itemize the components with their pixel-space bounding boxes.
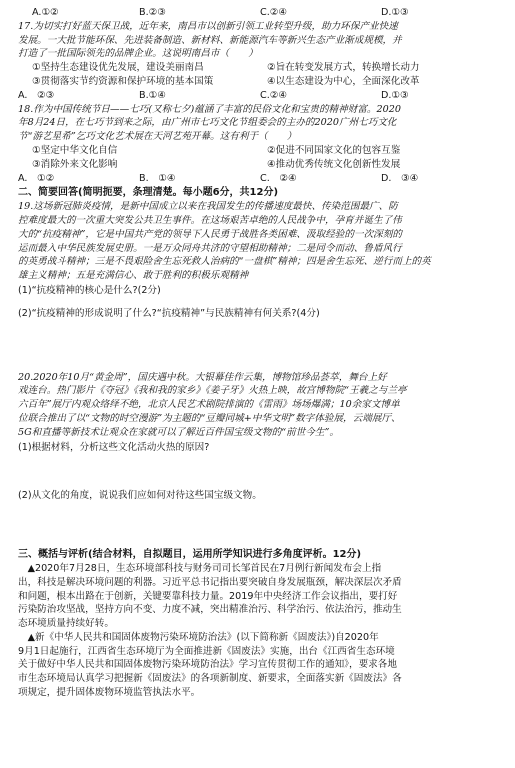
- question-17: [18, 20, 502, 61]
- material-line: 项规定，提升固体废物环境监管执法水平。: [18, 687, 201, 699]
- q18-answer-d: D. ③④: [381, 172, 419, 184]
- q19-line: 的英勇战斗精神；三是不畏艰险舍生忘死救人治病的“一盘棋”精神；四是舍生忘死、逆行而上的英: [18, 256, 431, 268]
- material-line: ▲新《中华人民共和国固体废物污染环境防治法》(以下简称新《固废法》)自2020年: [18, 631, 379, 643]
- q20-line: 5G和直播等新技术让观众在家就可以了解近百件国宝级文物的“前世今生”。: [18, 426, 339, 438]
- answer-space: [18, 503, 502, 547]
- q18-answers: [18, 172, 502, 186]
- material-line: 出，科技是解决环境问题的利器。习近平总书记指出要突破自身发展瓶颈，解决深层次矛盾: [18, 576, 402, 588]
- section-2-heading: 二、简要回答(简明扼要，条理清楚。每小题6分，共12分): [18, 187, 279, 199]
- q17-options-row: [18, 75, 502, 89]
- material-line: 态环境质量持续好转。: [18, 618, 114, 630]
- q20-line: 位联合推出了以“文物的时空漫游”为主题的“豆瓣同城+中华文明”数字体验展，云端展厅、: [18, 412, 401, 424]
- question-19: [18, 200, 502, 283]
- section-3-material-2: [18, 631, 502, 700]
- q20-subquestion-1: (1)根据材料，分析这些文化活动火热的原因?: [18, 441, 210, 453]
- material-line: ▲2020年7月28日，生态环境部科技与财务司司长邹首民在7月例行新闻发布会上指: [18, 562, 382, 574]
- q16-options: [18, 6, 502, 20]
- q19-line: 19.这场新冠肺炎疫情，是新中国成立以来在我国发生的传播速度最快、传染范围最广、防: [18, 201, 398, 213]
- q18-options-row: [18, 144, 502, 158]
- q19-line: 大的“抗疫精神”，它是中国共产党的领导下人民勇于战胜各类困难、汲取经验的一次深刻的: [18, 228, 402, 240]
- q17-line: 17.为切实打好蓝天保卫战，近年来，南昌市以创新引领工业转型升级，助力环保产业快速: [18, 20, 398, 32]
- q17-answer-a: A. ②③: [18, 89, 55, 101]
- q16-option-c: C.②④: [260, 7, 287, 18]
- q16-option-b: B.②③: [139, 7, 166, 18]
- question-20: [18, 371, 502, 440]
- material-line: 和问题，根本出路在于创新，关键要靠科技力量。2019年中央经济工作会议指出，要打好: [18, 590, 398, 602]
- q17-answers: [18, 89, 502, 103]
- exam-page: [18, 6, 502, 700]
- answer-space: [18, 321, 502, 371]
- q18-statement-2: ②促进不同国家文化的包容互鉴: [267, 144, 401, 156]
- q19-subquestion-1: (1)“抗疫精神的核心是什么?(2分): [18, 284, 161, 296]
- q17-answer-c: C.②④: [260, 89, 287, 101]
- material-line: 9月1日起施行，江西省生态环境厅为全面推进新《固废法》实施，出台《江西省生态环境: [18, 645, 395, 657]
- q20-line: 戏连台。热门影片《夺冠》《我和我的家乡》《姜子牙》火热上映，故宫博物院“王羲之与兰亭: [18, 385, 407, 397]
- q17-answer-d: D.①③: [381, 89, 409, 101]
- q17-statement-2: ②旨在转变发展方式，转换增长动力: [267, 62, 420, 74]
- q16-option-d: D.①③: [381, 7, 409, 18]
- q18-line: 18.作为中国传统节日——七巧(又称七夕)蕴涵了丰富的民俗文化和宝贵的精神财富。2020: [18, 103, 401, 115]
- q19-line: 雄主义精神；五是充满信心、敢于胜利的积极乐观精神: [18, 270, 249, 282]
- q18-statement-3: ③消除外来文化影响: [32, 158, 118, 170]
- section-3-heading: 三、概括与评析(结合材料，自拟题目，运用所学知识进行多角度评析。12分): [18, 549, 362, 561]
- q17-statement-1: ①坚持生态建设优先发展，建设美丽南昌: [32, 62, 204, 74]
- material-line: 关于做好中华人民共和国固体废物污染环境防治法》学习宣传贯彻工作的通知》，要求各地: [18, 659, 397, 671]
- q17-statement-3: ③贯彻落实节约资源和保护环境的基本国策: [32, 75, 214, 87]
- q17-line: 发展。一大批节能环保、先进装备制造、新材料、新能源汽车等新兴生态产业渐成规模，并: [18, 34, 402, 46]
- material-line: 污染防治攻坚战，坚持方向不变、力度不减，突出精准治污、科学治污、依法治污，推动生: [18, 604, 402, 616]
- q18-answer-c: C. ②④: [260, 172, 297, 184]
- section-3-material-1: [18, 562, 502, 631]
- q20-subquestion-2: (2)从文化的角度，说说我们应如何对待这些国宝级文物。: [18, 490, 262, 502]
- q17-statement-4: ④以生态建设为中心，全面深化改革: [267, 75, 420, 87]
- q17-options-row: [18, 61, 502, 75]
- q17-answer-b: B.①④: [139, 89, 166, 101]
- q19-subquestion-2: (2)“抗疫精神的形成说明了什么?“抗疫精神”与民族精神有何关系?(4分): [18, 307, 320, 319]
- material-line: 市生态环境局认真学习把握新《固废法》的各项新制度、新要求，全面落实新《固废法》各: [18, 673, 402, 685]
- q18-statement-1: ①坚定中华文化自信: [32, 144, 118, 156]
- q18-line: 节“游艺星希”乞巧文化艺术展在天河艺苑开幕。这有利于（ ）: [18, 131, 297, 143]
- q19-line: 控难度最大的一次重大突发公共卫生事件。在这场艰苦卓绝的人民战争中，孕育并诞生了伟: [18, 214, 402, 226]
- q18-answer-b: B. ①④: [139, 172, 176, 184]
- q20-line: 20.2020年10月“黄金周”，国庆遇中秋。大银幕佳作云集，博物馆珍品荟萃，舞台上好: [18, 371, 387, 383]
- q18-answer-a: A. ①②: [18, 172, 55, 184]
- q18-options-row: [18, 158, 502, 172]
- q18-statement-4: ④推动优秀传统文化创新性发展: [267, 158, 401, 170]
- q19-line: 运而最入中华民族发展史册。一是万众同舟共济的守望相助精神；二是同令而动、鲁盾风行: [18, 242, 402, 254]
- q17-line: 打造了一批国际领先的品牌企业。这说明南昌市（ ）: [18, 48, 258, 60]
- question-18: [18, 103, 502, 144]
- q20-line: 六百年”展厅内观众络绎不绝，北京人民艺术剧院排演的《雷雨》场场爆满；10余家文博单: [18, 399, 400, 411]
- q16-option-a: A.①②: [32, 7, 59, 18]
- q18-line: 年8月24日，在七巧节到来之际，由广州市七巧文化节组委会的主办的2020广州七巧文化: [18, 117, 397, 129]
- answer-space: [18, 298, 502, 306]
- answer-space: [18, 454, 502, 488]
